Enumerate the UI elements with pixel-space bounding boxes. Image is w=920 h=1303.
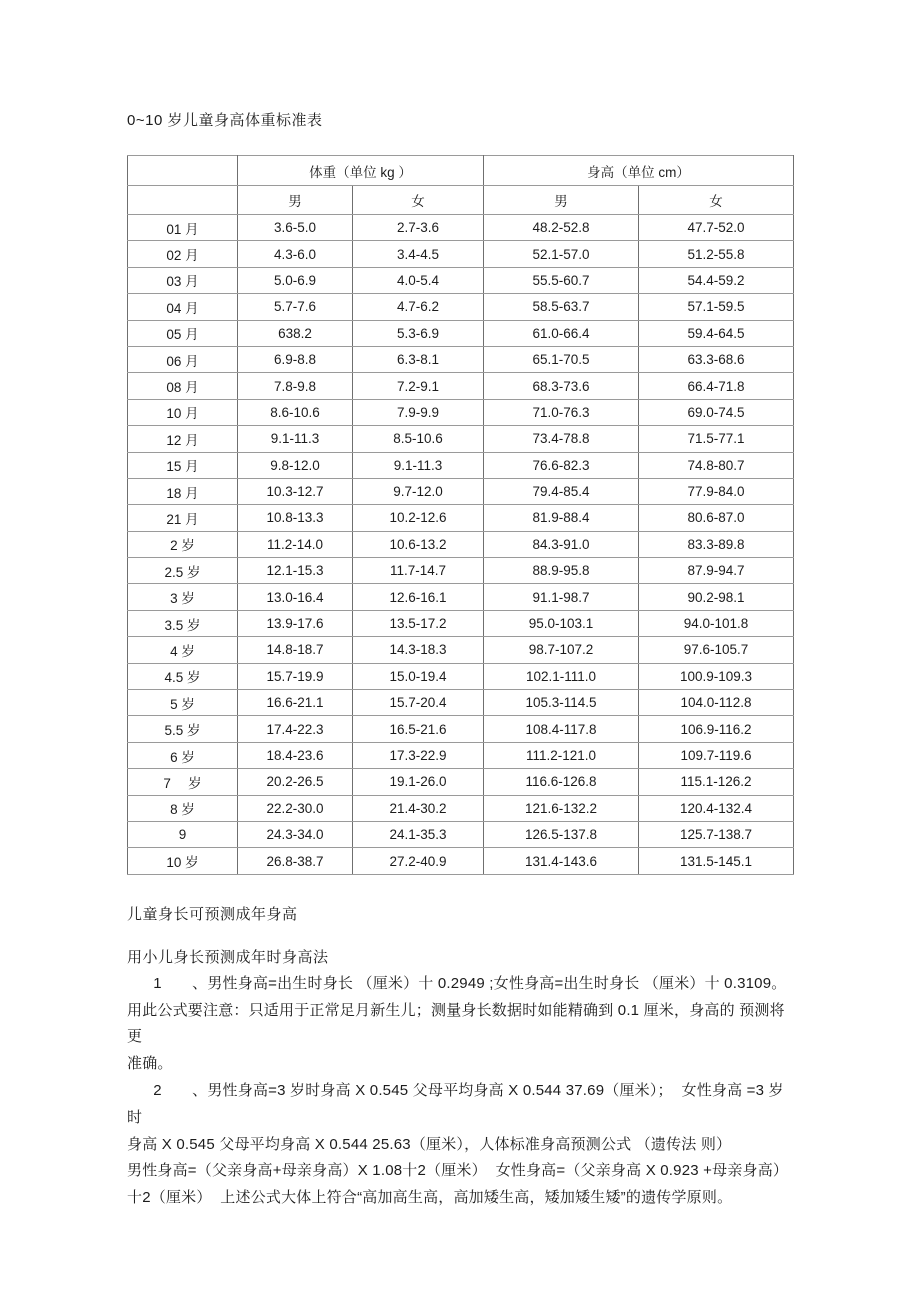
table-cell: 63.3-68.6 (639, 346, 794, 372)
corner-cell (128, 156, 238, 186)
table-cell: 7.9-9.9 (353, 399, 484, 425)
table-row (128, 426, 794, 452)
table-cell: 77.9-84.0 (639, 478, 794, 504)
row-label-cell: 01 月 (128, 215, 238, 241)
table-row (128, 610, 794, 636)
table-cell: 5.3-6.9 (353, 320, 484, 346)
table-sub-header-row (128, 186, 794, 215)
height-weight-table (127, 155, 794, 875)
table-cell: 10.6-13.2 (353, 531, 484, 557)
table-cell: 17.4-22.3 (238, 716, 353, 742)
text-line: 身高 X 0.545 父母平均身高 X 0.544 25.63（厘米），人体标准身高预测公式 （遗传法 则） (127, 1135, 732, 1153)
table-cell: 11.7-14.7 (353, 558, 484, 584)
table-row (128, 373, 794, 399)
row-label-cell: 15 月 (128, 452, 238, 478)
text-line: 用此公式要注意：只适用于正常足月新生儿；测量身长数据时如能精确到 0.1 厘米，身高的 预测将更 (127, 1001, 785, 1046)
table-cell: 65.1-70.5 (484, 346, 639, 372)
table-cell: 61.0-66.4 (484, 320, 639, 346)
table-cell: 98.7-107.2 (484, 637, 639, 663)
table-cell: 7.8-9.8 (238, 373, 353, 399)
table-cell: 126.5-137.8 (484, 821, 639, 847)
table-cell: 109.7-119.6 (639, 742, 794, 768)
table-cell: 15.0-19.4 (353, 663, 484, 689)
table-row (128, 769, 794, 795)
table-cell: 52.1-57.0 (484, 241, 639, 267)
table-cell: 106.9-116.2 (639, 716, 794, 742)
row-label-cell: 7 岁 (128, 769, 238, 795)
table-cell: 638.2 (238, 320, 353, 346)
table-row (128, 346, 794, 372)
table-cell: 7.2-9.1 (353, 373, 484, 399)
row-label-cell: 21 月 (128, 505, 238, 531)
table-cell: 8.6-10.6 (238, 399, 353, 425)
table-cell: 58.5-63.7 (484, 294, 639, 320)
table-cell: 17.3-22.9 (353, 742, 484, 768)
table-cell: 57.1-59.5 (639, 294, 794, 320)
table-cell: 55.5-60.7 (484, 267, 639, 293)
row-label-cell: 4.5 岁 (128, 663, 238, 689)
row-label-cell: 3 岁 (128, 584, 238, 610)
table-row (128, 452, 794, 478)
table-cell: 125.7-138.7 (639, 821, 794, 847)
table-cell: 121.6-132.2 (484, 795, 639, 821)
text-line: 十2（厘米） 上述公式大体上符合“高加高生高，高加矮生高，矮加矮生矮”的遗传学原则。 (127, 1189, 733, 1207)
row-label-cell: 2 岁 (128, 531, 238, 557)
row-label-cell: 10 岁 (128, 848, 238, 874)
row-label-cell: 18 月 (128, 478, 238, 504)
table-cell: 84.3-91.0 (484, 531, 639, 557)
table-cell: 48.2-52.8 (484, 215, 639, 241)
table-cell: 71.5-77.1 (639, 426, 794, 452)
table-cell: 104.0-112.8 (639, 690, 794, 716)
table-cell: 15.7-19.9 (238, 663, 353, 689)
table-row (128, 241, 794, 267)
height-female-header: 女 (639, 186, 794, 215)
table-row (128, 690, 794, 716)
table-row (128, 320, 794, 346)
table-cell: 68.3-73.6 (484, 373, 639, 399)
table-cell: 19.1-26.0 (353, 769, 484, 795)
table-cell: 6.9-8.8 (238, 346, 353, 372)
table-row (128, 663, 794, 689)
table-cell: 115.1-126.2 (639, 769, 794, 795)
table-cell: 20.2-26.5 (238, 769, 353, 795)
table-cell: 74.8-80.7 (639, 452, 794, 478)
table-row (128, 505, 794, 531)
row-label-cell: 9 (128, 821, 238, 847)
table-cell: 14.8-18.7 (238, 637, 353, 663)
text-line: 准确。 (127, 1055, 173, 1073)
page-title: 0~10 岁儿童身高体重标准表 (127, 112, 323, 129)
table-cell: 80.6-87.0 (639, 505, 794, 531)
height-group-header: 身高（单位 cm） (484, 156, 794, 186)
row-label-cell: 12 月 (128, 426, 238, 452)
table-cell: 73.4-78.8 (484, 426, 639, 452)
row-label-cell: 2.5 岁 (128, 558, 238, 584)
table-cell: 6.3-8.1 (353, 346, 484, 372)
table-cell: 4.7-6.2 (353, 294, 484, 320)
table-cell: 18.4-23.6 (238, 742, 353, 768)
table-cell: 11.2-14.0 (238, 531, 353, 557)
table-cell: 90.2-98.1 (639, 584, 794, 610)
row-label-cell: 04 月 (128, 294, 238, 320)
table-cell: 4.3-6.0 (238, 241, 353, 267)
table-body (128, 215, 794, 875)
table-cell: 88.9-95.8 (484, 558, 639, 584)
table-cell: 13.0-16.4 (238, 584, 353, 610)
table-cell: 59.4-64.5 (639, 320, 794, 346)
table-cell: 116.6-126.8 (484, 769, 639, 795)
table-cell: 5.7-7.6 (238, 294, 353, 320)
table-cell: 9.1-11.3 (238, 426, 353, 452)
table-cell: 97.6-105.7 (639, 637, 794, 663)
table-cell: 27.2-40.9 (353, 848, 484, 874)
table-row (128, 558, 794, 584)
table-cell: 100.9-109.3 (639, 663, 794, 689)
table-cell: 83.3-89.8 (639, 531, 794, 557)
table-group-header-row (128, 156, 794, 186)
row-label-cell: 5 岁 (128, 690, 238, 716)
row-label-cell: 05 月 (128, 320, 238, 346)
table-cell: 9.1-11.3 (353, 452, 484, 478)
row-label-cell: 02 月 (128, 241, 238, 267)
table-cell: 12.1-15.3 (238, 558, 353, 584)
table-cell: 22.2-30.0 (238, 795, 353, 821)
section-heading-method: 用小儿身长预测成年时身高法 (127, 948, 329, 966)
row-label-cell: 3.5 岁 (128, 610, 238, 636)
table-cell: 87.9-94.7 (639, 558, 794, 584)
table-cell: 8.5-10.6 (353, 426, 484, 452)
table-cell: 14.3-18.3 (353, 637, 484, 663)
table-cell: 15.7-20.4 (353, 690, 484, 716)
table-cell: 3.4-4.5 (353, 241, 484, 267)
table-cell: 4.0-5.4 (353, 267, 484, 293)
table-cell: 13.5-17.2 (353, 610, 484, 636)
table-cell: 102.1-111.0 (484, 663, 639, 689)
table-row (128, 531, 794, 557)
weight-group-header: 体重（单位 kg ） (238, 156, 484, 186)
table-cell: 5.0-6.9 (238, 267, 353, 293)
table-cell: 81.9-88.4 (484, 505, 639, 531)
table-row (128, 584, 794, 610)
table-row (128, 215, 794, 241)
table-cell: 2.7-3.6 (353, 215, 484, 241)
table-cell: 24.1-35.3 (353, 821, 484, 847)
table-cell: 120.4-132.4 (639, 795, 794, 821)
row-label-cell: 08 月 (128, 373, 238, 399)
table-cell: 24.3-34.0 (238, 821, 353, 847)
text-line: 2 、男性身高=3 岁时身高 X 0.545 父母平均身高 X 0.544 37.69（厘米）； 女性身高 =3 岁时 (127, 1081, 784, 1126)
table-row (128, 848, 794, 874)
table-row (128, 637, 794, 663)
table-row (128, 478, 794, 504)
text-line: 男性身高=（父亲身高+母亲身高）X 1.08十2（厘米） 女性身高=（父亲身高 X 0.923 +母亲身高） (127, 1162, 789, 1180)
table-cell: 131.5-145.1 (639, 848, 794, 874)
row-label-cell: 5.5 岁 (128, 716, 238, 742)
table-cell: 111.2-121.0 (484, 742, 639, 768)
row-label-cell: 4 岁 (128, 637, 238, 663)
row-label-cell: 6 岁 (128, 742, 238, 768)
table-cell: 66.4-71.8 (639, 373, 794, 399)
table-cell: 3.6-5.0 (238, 215, 353, 241)
table-cell: 94.0-101.8 (639, 610, 794, 636)
table-cell: 10.3-12.7 (238, 478, 353, 504)
text-line: 1 、男性身高=出生时身长 （厘米）十 0.2949 ;女性身高=出生时身长 （厘米）十 0.3109。 (127, 974, 787, 992)
table-cell: 91.1-98.7 (484, 584, 639, 610)
table-cell: 9.7-12.0 (353, 478, 484, 504)
table-cell: 10.8-13.3 (238, 505, 353, 531)
table-row (128, 795, 794, 821)
table-cell: 13.9-17.6 (238, 610, 353, 636)
paragraph-formula-1 (127, 971, 793, 1078)
row-label-cell: 8 岁 (128, 795, 238, 821)
table-cell: 95.0-103.1 (484, 610, 639, 636)
row-label-cell: 03 月 (128, 267, 238, 293)
corner-cell (128, 186, 238, 215)
table-cell: 105.3-114.5 (484, 690, 639, 716)
table-cell: 12.6-16.1 (353, 584, 484, 610)
table-cell: 108.4-117.8 (484, 716, 639, 742)
table-cell: 10.2-12.6 (353, 505, 484, 531)
table-cell: 21.4-30.2 (353, 795, 484, 821)
table-cell: 79.4-85.4 (484, 478, 639, 504)
table-cell: 131.4-143.6 (484, 848, 639, 874)
row-label-cell: 10 月 (128, 399, 238, 425)
table-row (128, 294, 794, 320)
table-cell: 16.6-21.1 (238, 690, 353, 716)
height-male-header: 男 (484, 186, 639, 215)
table-cell: 47.7-52.0 (639, 215, 794, 241)
table-row (128, 742, 794, 768)
table-cell: 54.4-59.2 (639, 267, 794, 293)
table-cell: 69.0-74.5 (639, 399, 794, 425)
table-cell: 9.8-12.0 (238, 452, 353, 478)
table-row (128, 399, 794, 425)
table-cell: 76.6-82.3 (484, 452, 639, 478)
table-row (128, 821, 794, 847)
table-cell: 51.2-55.8 (639, 241, 794, 267)
paragraph-formula-2 (127, 1078, 793, 1212)
section-heading-prediction: 儿童身长可预测成年身高 (127, 905, 298, 923)
table-cell: 71.0-76.3 (484, 399, 639, 425)
weight-male-header: 男 (238, 186, 353, 215)
table-row (128, 716, 794, 742)
row-label-cell: 06 月 (128, 346, 238, 372)
table-cell: 16.5-21.6 (353, 716, 484, 742)
table-row (128, 267, 794, 293)
table-cell: 26.8-38.7 (238, 848, 353, 874)
weight-female-header: 女 (353, 186, 484, 215)
